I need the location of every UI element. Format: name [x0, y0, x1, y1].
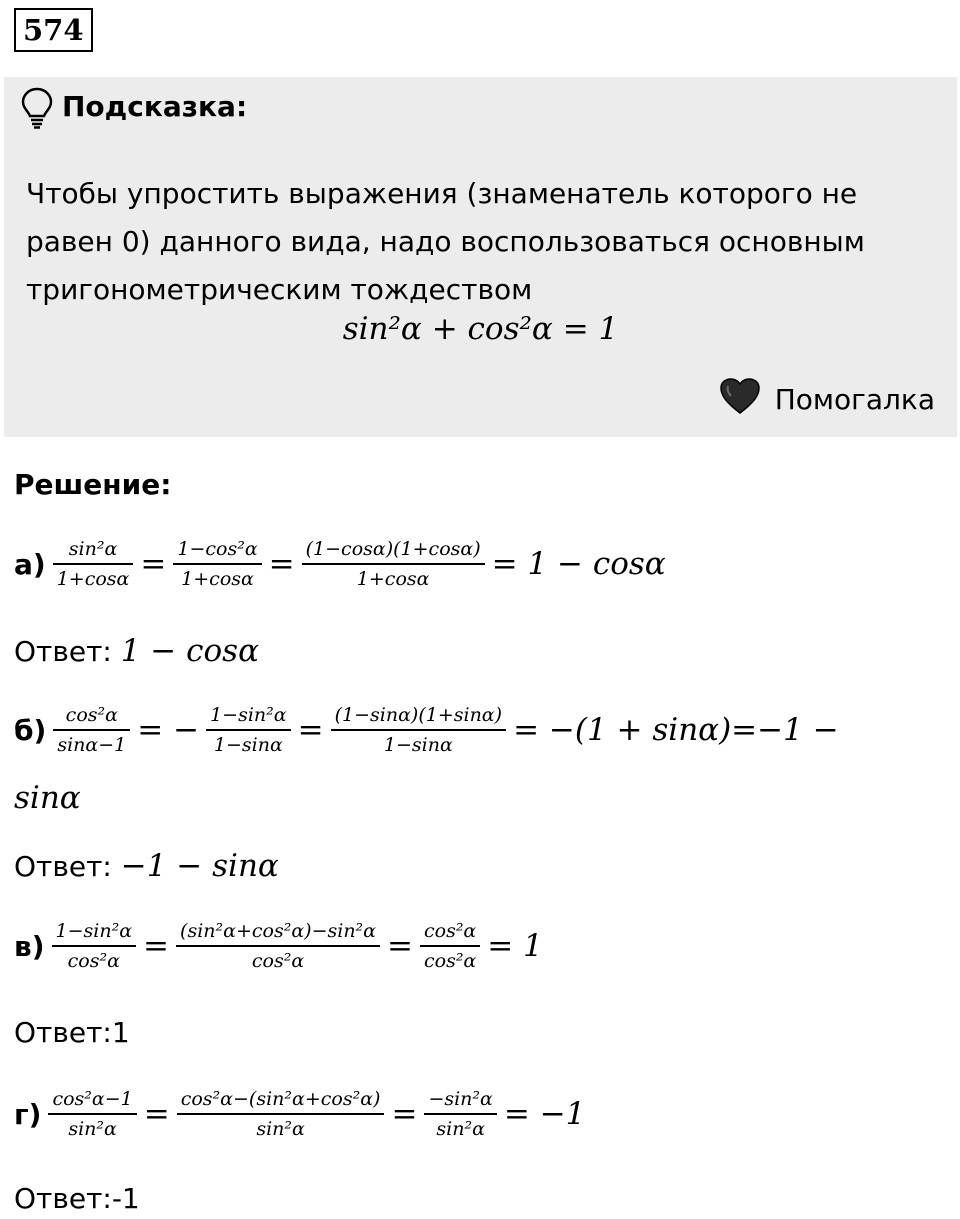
result: = −1 — [503, 1096, 586, 1132]
numerator: sin²α — [68, 538, 118, 560]
equals-sign: = − — [137, 712, 200, 748]
answer-value: 1 − cosα — [120, 633, 260, 669]
fraction — [55, 538, 132, 590]
equals-sign: = — [391, 1096, 418, 1132]
result: = 1 − cosα — [491, 546, 666, 582]
fraction — [304, 538, 483, 590]
denominator: cos²α — [52, 945, 137, 972]
numerator: cos²α — [423, 920, 477, 942]
denominator: 1−sinα — [206, 729, 291, 756]
hint-line: Чтобы упростить выражения (знаменатель которого не — [26, 177, 858, 210]
equation-g — [14, 1088, 591, 1140]
numerator: (1−cosα)(1+cosα) — [305, 538, 481, 560]
numerator: 1−sin²α — [55, 920, 133, 942]
item-label: в) — [14, 929, 45, 963]
denominator: sin²α — [48, 1113, 136, 1140]
denominator: sin²α — [424, 1113, 496, 1140]
fraction — [55, 704, 128, 756]
answer-value: −1 − sinα — [120, 848, 279, 884]
answer-v — [14, 1016, 130, 1049]
result: = 1 — [487, 928, 543, 964]
denominator: sin²α — [177, 1113, 385, 1140]
answer-label: Ответ: — [14, 1182, 112, 1215]
fraction — [422, 920, 478, 972]
numerator: cos²α−(sin²α+cos²α) — [180, 1088, 381, 1110]
denominator: 1+cosα — [173, 563, 261, 590]
hint-text — [26, 170, 936, 314]
numerator: (1−sinα)(1+sinα) — [334, 704, 503, 726]
hint-line: равен 0) данного вида, надо воспользоваться основным — [26, 225, 865, 258]
brand — [719, 377, 935, 422]
answer-value: -1 — [111, 1182, 140, 1215]
fraction — [208, 704, 289, 756]
denominator: sinα−1 — [53, 729, 130, 756]
numerator: (sin²α+cos²α)−sin²α — [180, 920, 376, 942]
fraction — [175, 538, 259, 590]
answer-label: Ответ: — [14, 850, 112, 883]
equals-sign: = — [297, 712, 324, 748]
hint-title: Подсказка: — [62, 90, 248, 123]
numerator: cos²α−1 — [52, 1088, 133, 1110]
lightbulb-icon — [20, 87, 54, 133]
item-label: а) — [14, 547, 46, 581]
equals-sign: = — [143, 1096, 170, 1132]
denominator: cos²α — [176, 945, 380, 972]
answer-b — [14, 848, 279, 884]
numerator: −sin²α — [428, 1088, 493, 1110]
numerator: 1−cos²α — [177, 538, 258, 560]
result-continuation: sinα — [14, 780, 81, 816]
fraction — [178, 920, 378, 972]
answer-a — [14, 633, 259, 669]
result: = −(1 + sinα)=−1 − — [513, 712, 839, 748]
equals-sign: = — [143, 928, 170, 964]
equation-v — [14, 920, 549, 972]
item-label: г) — [14, 1097, 42, 1131]
solution-title: Решение: — [14, 468, 172, 501]
equals-sign: = — [268, 546, 295, 582]
answer-value: 1 — [111, 1016, 130, 1049]
answer-label: Ответ: — [14, 635, 112, 668]
equals-sign: = — [387, 928, 413, 964]
fraction — [426, 1088, 494, 1140]
denominator: 1+cosα — [302, 563, 485, 590]
hint-line: тригонометрическим тождеством — [26, 273, 533, 306]
task-number: 574 — [14, 8, 93, 52]
hint-box — [4, 77, 957, 437]
hint-formula: sin²α + cos²α = 1 — [342, 311, 619, 347]
heart-icon — [719, 377, 761, 422]
equation-a — [14, 538, 672, 590]
item-label: б) — [14, 713, 47, 747]
answer-g — [14, 1182, 140, 1215]
equation-b — [14, 704, 845, 756]
denominator: 1+cosα — [53, 563, 134, 590]
answer-label: Ответ: — [14, 1016, 112, 1049]
denominator: 1−sinα — [331, 729, 506, 756]
fraction — [50, 1088, 134, 1140]
brand-name: Помогалка — [774, 383, 935, 416]
numerator: cos²α — [65, 704, 118, 726]
equals-sign: = — [140, 546, 167, 582]
numerator: 1−sin²α — [210, 704, 287, 726]
fraction — [179, 1088, 383, 1140]
denominator: cos²α — [420, 945, 480, 972]
fraction — [333, 704, 504, 756]
fraction — [54, 920, 135, 972]
